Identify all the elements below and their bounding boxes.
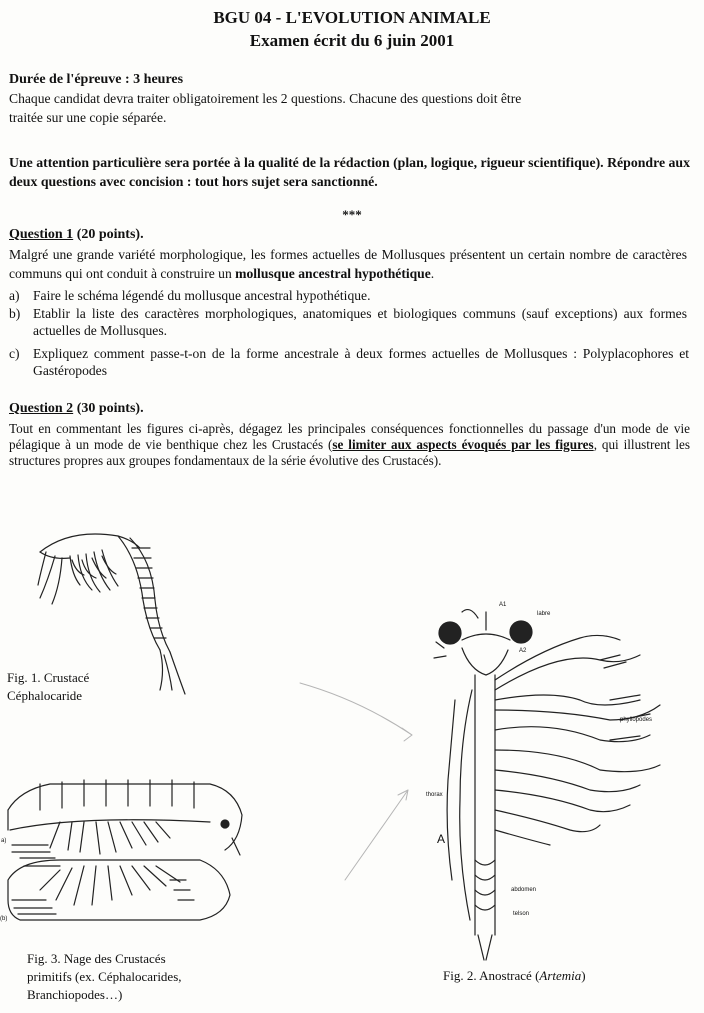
question-2-text-start: Tout en commentant les figures ci-après, dégagez les principales conséquences fonctionnelles du passage d'un mode de vie pélagique à un mode de vie benthique chez les Crustacés ( bbox=[9, 421, 690, 452]
fig2-caption-text: Fig. 2. Anostracé ( bbox=[443, 968, 540, 983]
fig3-swimming-drawing bbox=[8, 780, 242, 920]
instructions-line-2: traitée sur une copie séparée. bbox=[9, 110, 167, 125]
question-2-points: (30 points). bbox=[73, 401, 144, 416]
question-2-label: Question 2 bbox=[9, 401, 74, 416]
item-letter: b) bbox=[9, 306, 21, 321]
item-letter: c) bbox=[9, 346, 20, 361]
item-letter: a) bbox=[9, 288, 20, 303]
fig1-caption-line-1: Fig. 1. Crustacé bbox=[7, 670, 90, 685]
fig3-caption bbox=[27, 950, 182, 1004]
fig3-label-a: a) bbox=[1, 838, 7, 844]
question-1-intro-text: Malgré une grande variété morphologique, les formes actuelles de Mollusques présentent un certain nombre de caractères communs qui ont conduit à construire un bbox=[9, 247, 687, 281]
fig1-caption-line-2: Céphalocaride bbox=[7, 688, 83, 703]
fig3-caption-line-1: Fig. 3. Nage des Crustacés bbox=[27, 951, 166, 966]
instructions-line-1: Chaque candidat devra traiter obligatoirement les 2 questions. Chacune des questions doit être bbox=[9, 91, 522, 106]
quality-notice: Une attention particulière sera portée à la qualité de la rédaction (plan, logique, rigueur scientifique). Répondre aux deux questions avec concision : tout hors sujet sera sanctionné. bbox=[9, 155, 690, 189]
question-1-item-c-text: Expliquez comment passe-t-on de la forme ancestrale à deux formes actuelles de Mollusques : Polyplacophores et Gastéropodes bbox=[33, 346, 689, 378]
question-1-intro-bold: mollusque ancestral hypothétique bbox=[235, 266, 431, 281]
exam-date: Examen écrit du 6 juin 2001 bbox=[249, 31, 455, 50]
fig1-caption bbox=[7, 669, 89, 705]
question-2-text-emphasis: se limiter aux aspects évoqués par les figures bbox=[332, 437, 594, 452]
fig2-caption bbox=[443, 967, 586, 985]
fig2-label-a: A bbox=[437, 832, 446, 846]
question-1-points: (20 points). bbox=[73, 227, 144, 242]
fig2-caption-genus: Artemia bbox=[539, 968, 582, 983]
fig2-label-labre: labre bbox=[537, 611, 551, 617]
fig3-caption-line-3: Branchiopodes…) bbox=[27, 987, 123, 1002]
fig2-label-thorax: thorax bbox=[426, 792, 443, 798]
fig2-label-a2: A2 bbox=[519, 648, 527, 654]
question-1-item-b-text: Etablir la liste des caractères morphologiques, anatomiques et biologiques communs (sauf exceptions) aux formes actuelles de Mollusques. bbox=[33, 306, 687, 338]
fig2-caption-close: ) bbox=[581, 968, 586, 983]
separator: *** bbox=[342, 207, 362, 222]
fig3-caption-line-2: primitifs (ex. Céphalocarides, bbox=[27, 969, 182, 984]
question-2-text-end: , qui illustrent les structures propres aux groupes fondamentaux de la série évolutive des Crustacés). bbox=[9, 437, 691, 468]
question-1-intro-end: . bbox=[430, 266, 435, 281]
fig2-label-phyllopodes: phyllopodes bbox=[620, 717, 653, 723]
fig2-label-abdomen: abdomen bbox=[511, 887, 537, 893]
exam-duration: Durée de l'épreuve : 3 heures bbox=[9, 72, 184, 87]
fig2-label-telson: telson bbox=[513, 911, 530, 917]
question-1-item-a-text: Faire le schéma légendé du mollusque ancestral hypothétique. bbox=[33, 288, 371, 303]
fig2-label-a1: A1 bbox=[499, 602, 507, 608]
fig3-label-b: (b) bbox=[0, 916, 8, 922]
fig2-artemia-drawing bbox=[434, 610, 660, 960]
exam-title: BGU 04 - L'EVOLUTION ANIMALE bbox=[213, 8, 491, 27]
question-1-label: Question 1 bbox=[9, 227, 74, 242]
